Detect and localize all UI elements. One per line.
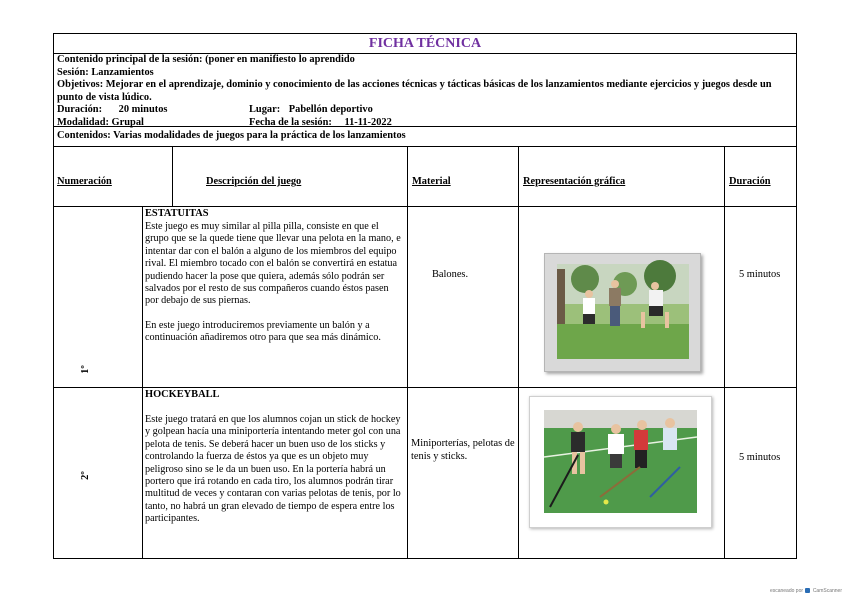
column-divider [172, 146, 173, 206]
ficha-tecnica-sheet [53, 33, 797, 559]
header-material: Material [412, 176, 451, 187]
hockeyball-photo [529, 396, 712, 528]
camscanner-logo-icon [805, 588, 810, 593]
fecha-value: 11-11-2022 [344, 116, 392, 128]
modalidad-fecha-line [57, 117, 793, 130]
table-row-divider [54, 387, 796, 388]
material-cell: Balones. [432, 269, 469, 280]
game-title: HOCKEYBALL [145, 389, 220, 400]
column-divider [407, 146, 408, 558]
divider [54, 146, 796, 147]
description-paragraph: Este juego es muy similar al pilla pilla, consiste en que el grupo que se la quede tiene que llevar una pelota en la mano, e intentar dar con el balón a alguno de los miembros del equipo rival. El miembro tocado con el balón se convertirá en estatua pudiendo hacer la pose que quiera, además sólo podrán ser salvados por el resto de sus compañeros cuando éstos pasen por debajo de sus piernas. [145, 221, 401, 307]
duracion-label: Duración: [57, 104, 103, 116]
estatuitas-photo [544, 253, 701, 372]
duration-cell: 5 minutos [739, 452, 781, 463]
contenidos-line: Contenidos: Varias modalidades de juegos para la práctica de los lanzamientos [57, 130, 406, 141]
material-cell: Miniporterías, pelotas de tenis y sticks. [411, 438, 515, 462]
session-info [57, 54, 793, 130]
contenido-principal: Contenido principal de la sesión: (poner en manifiesto lo aprendido [57, 54, 355, 65]
children-hockey-photo [530, 397, 711, 527]
column-divider [518, 146, 519, 558]
fecha-label: Fecha de la sesión: [249, 116, 332, 128]
header-representacion: Representación gráfica [523, 176, 626, 187]
header-descripcion: Descripción del juego [206, 176, 302, 187]
game-title: ESTATUITAS [145, 208, 209, 219]
header-duracion: Duración [729, 176, 771, 187]
description-paragraph: Este juego tratará en que los alumnos cojan un stick de hockey y golpean hacía una miniportería intentando meter gol con una pelota de tenis. Se deberá hacer un buen uso de los sticks y controlando la fuerza de éstos ya que es un objeto muy peligroso sino se le da un buen uso. En la portería habrá un portero que irá rotando en cada tiro, los alumnos podrán tirar multitud de veces y contaran con varias pelotas de tenis, por lo tanto, no habrá un gran elevado de tiempo de espera entre los participantes. [145, 414, 401, 525]
column-divider [142, 206, 143, 558]
sesion-line: Sesión: Lanzamientos [57, 66, 154, 78]
header-numeracion: Numeración [57, 176, 112, 187]
column-divider [724, 146, 725, 558]
scanner-watermark [770, 588, 842, 594]
game-description [145, 221, 403, 357]
table-header-divider [54, 206, 796, 207]
scanned-by-text: escaneado por [769, 588, 804, 594]
description-paragraph: En este juego introduciremos previamente un balón y a continuación añadiremos otro para que sea más dinámico. [145, 319, 381, 344]
children-playing-photo [545, 254, 700, 371]
row-number: 2º [79, 471, 91, 480]
modalidad: Modalidad: Grupal [57, 116, 144, 128]
divider [54, 126, 796, 127]
lugar-group [249, 104, 373, 117]
duracion-value: 20 minutos [118, 104, 168, 116]
game-description [145, 414, 403, 538]
lugar-label: Lugar: [249, 104, 281, 116]
objetivos-line: Objetivos: Mejorar en el aprendizaje, dominio y conocimiento de las acciones técnicas y tácticas básicas de los lanzamientos mediante ejercicios y juegos desde un punto de vista lúdico. [57, 79, 772, 103]
duracion-lugar-line [57, 104, 793, 117]
lugar-value: Pabellón deportivo [288, 104, 373, 116]
document-title: FICHA TÉCNICA [54, 34, 796, 54]
row-number: 1º [79, 365, 91, 374]
fecha-group [249, 117, 392, 130]
scanner-brand: CamScanner [812, 588, 842, 594]
duration-cell: 5 minutos [739, 269, 781, 280]
